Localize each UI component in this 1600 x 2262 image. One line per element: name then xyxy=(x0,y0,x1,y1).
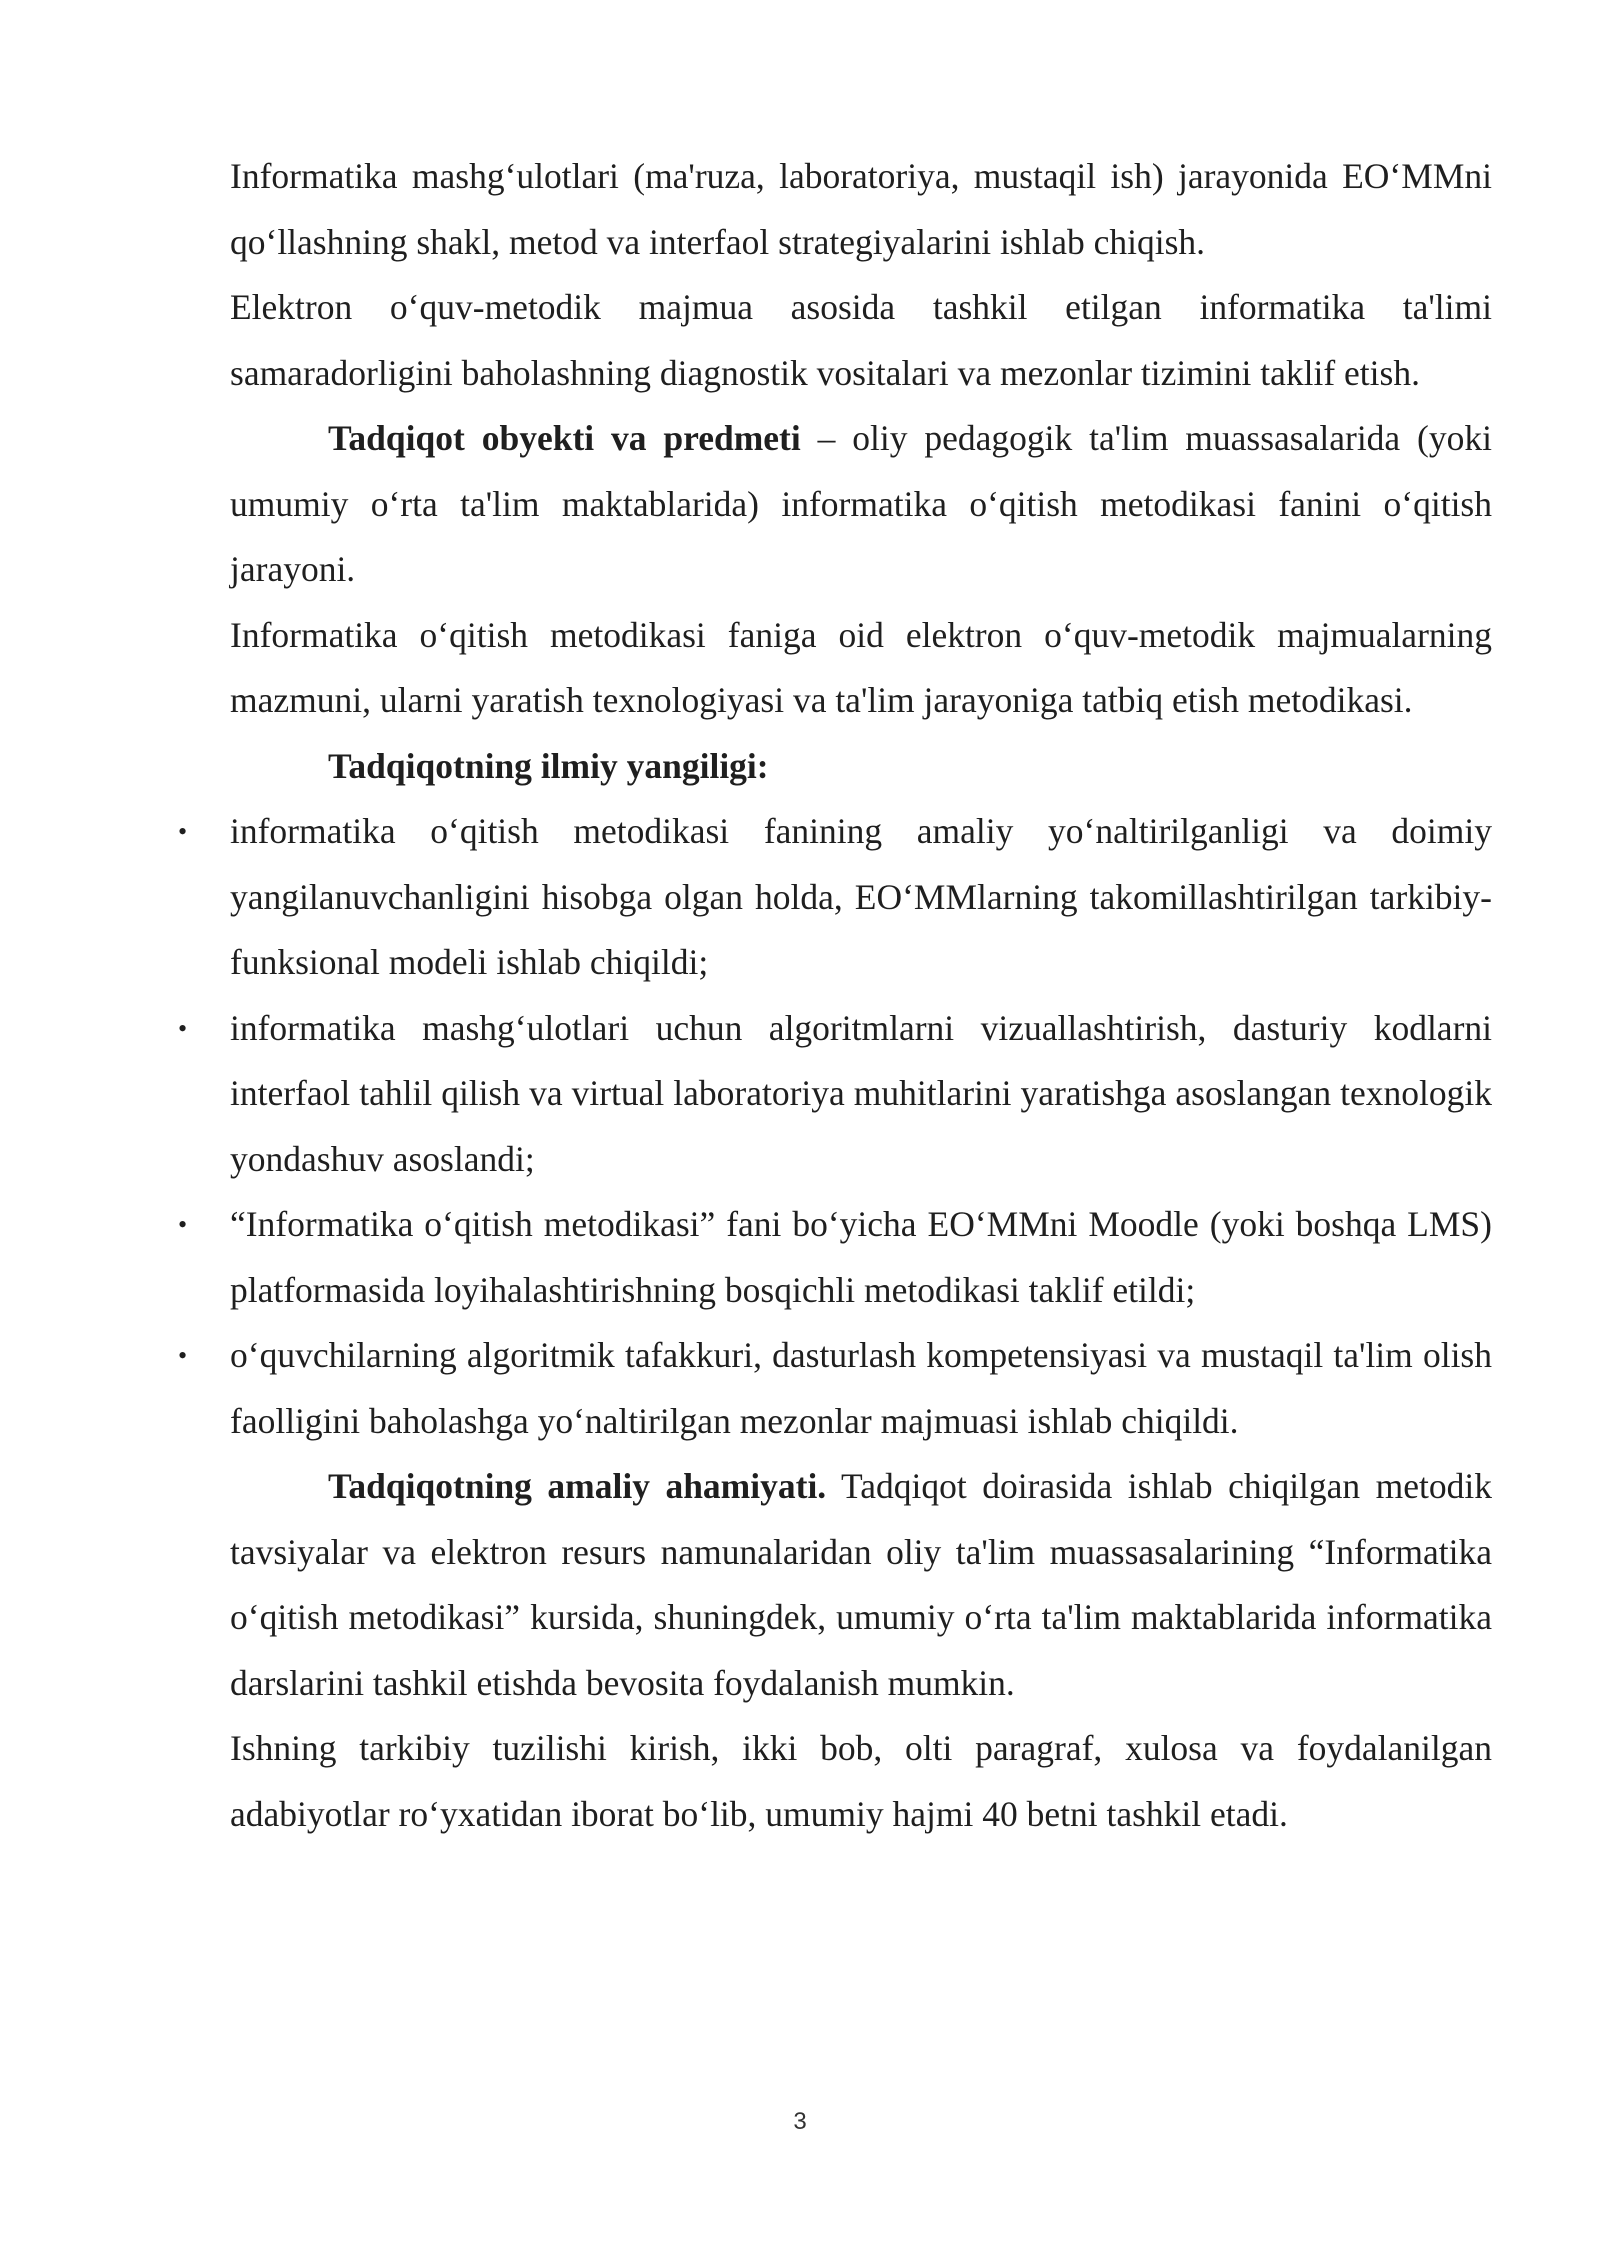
list-item xyxy=(178,799,1492,996)
object-subject-text: – oliy pedagogik ta'lim muassasalarida (yoki umumiy o‘rta ta'lim maktablarida) informatika o‘qitish metodikasi fanini o‘qitish jarayoni. xyxy=(230,418,1492,589)
paragraph-diagnostic-tools: Elektron o‘quv-metodik majmua asosida tashkil etilgan informatika ta'limi samaradorligini baholashning diagnostik vositalari va mezonlar tizimini taklif etish. xyxy=(230,287,1492,393)
list-item-text: o‘quvchilarning algoritmik tafakkuri, dasturlash kompetensiyasi va mustaqil ta'lim olish faolligini baholashga yo‘naltirilgan mezonlar majmuasi ishlab chiqildi. xyxy=(230,1335,1492,1441)
object-subject-paragraph xyxy=(230,406,1492,603)
page-body xyxy=(178,144,1492,1847)
bullet-icon: • xyxy=(178,817,188,846)
practical-text: Tadqiqot doirasida ishlab chiqilgan metodik tavsiyalar va elektron resurs namunalaridan oliy ta'lim muassasalarining “Informatika o‘qitish metodikasi” kursida, shuningdek, umumiy o‘rta ta'lim maktablarida informatika darslarini tashkil etishda bevosita foydalanish mumkin. xyxy=(230,1466,1492,1703)
paragraph-forms-methods: Informatika mashg‘ulotlari (ma'ruza, laboratoriya, mustaqil ish) jarayonida EO‘MMni qo‘llashning shakl, metod va interfaol strategiyalarini ishlab chiqish. xyxy=(230,156,1492,262)
bullet-icon: • xyxy=(178,1341,188,1370)
novelty-list xyxy=(178,799,1492,1454)
list-item-text: informatika o‘qitish metodikasi fanining amaliy yo‘naltirilganligi va doimiy yangilanuvchanligini hisobga olgan holda, EO‘MMlarning takomillashtirilgan tarkibiy-funksional modeli ishlab chiqildi; xyxy=(230,811,1492,982)
subject-paragraph: Informatika o‘qitish metodikasi faniga oid elektron o‘quv-metodik majmualarning mazmuni, ularni yaratish texnologiyasi va ta'lim jarayoniga tatbiq etish metodikasi. xyxy=(230,614,1492,720)
practical-paragraph xyxy=(230,1454,1492,1716)
list-item xyxy=(178,1192,1492,1323)
structure-paragraph: Ishning tarkibiy tuzilishi kirish, ikki bob, olti paragraf, xulosa va foydalanilgan adabiyotlar ro‘yxatidan iborat bo‘lib, umumiy hajmi 40 betni tashkil etadi. xyxy=(230,1728,1492,1834)
list-item xyxy=(178,1323,1492,1454)
bullet-icon: • xyxy=(178,1013,188,1043)
bullet-icon: • xyxy=(178,1210,188,1239)
page-number: 3 xyxy=(793,2108,807,2135)
object-subject-heading: Tadqiqot obyekti va predmeti xyxy=(328,418,801,458)
list-item-text: informatika mashg‘ulotlari uchun algoritmlarni vizuallashtirish, dasturiy kodlarni interfaol tahlil qilish va virtual laboratoriya muhitlarini yaratishga asoslangan texnologik yondashuv asoslandi; xyxy=(230,1007,1492,1179)
list-item-text: “Informatika o‘qitish metodikasi” fani bo‘yicha EO‘MMni Moodle (yoki boshqa LMS) platformasida loyihalashtirishning bosqichli metodikasi taklif etildi; xyxy=(230,1204,1492,1310)
list-item xyxy=(178,996,1492,1193)
novelty-heading: Tadqiqotning ilmiy yangiligi: xyxy=(328,745,769,786)
practical-heading: Tadqiqotning amaliy ahamiyati. xyxy=(328,1466,827,1506)
